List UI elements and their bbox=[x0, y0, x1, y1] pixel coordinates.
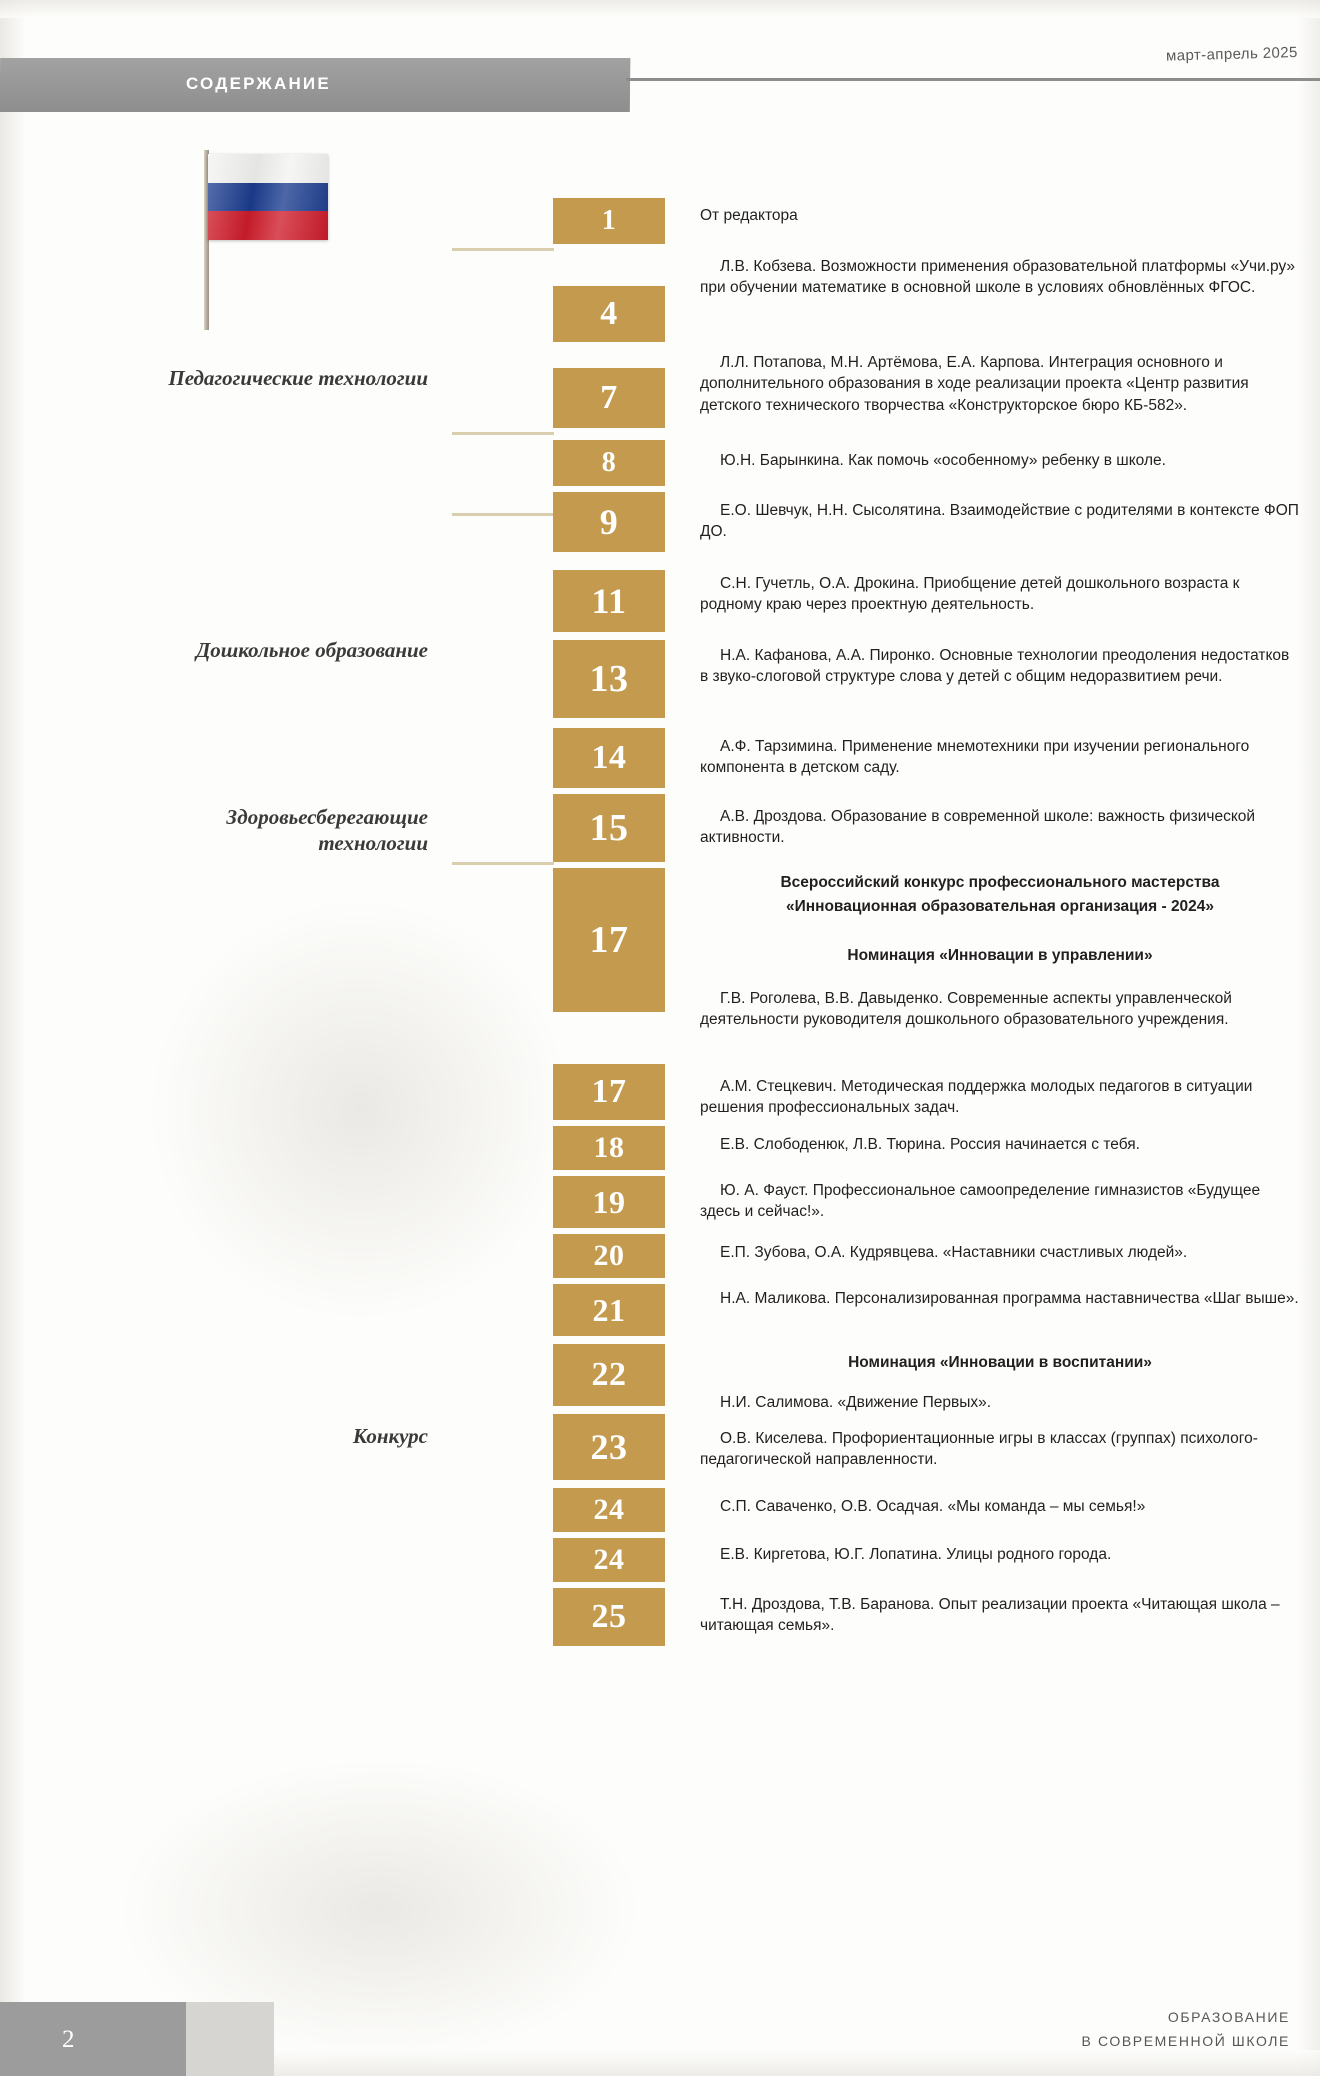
page-number-box: 21 bbox=[553, 1284, 665, 1336]
tick-line bbox=[452, 248, 554, 251]
scan-edge-right bbox=[1298, 0, 1320, 2076]
section-label-contest: Конкурс bbox=[352, 1424, 428, 1448]
contest-heading-line1: Всероссийский конкурс профессионального мастерства bbox=[780, 874, 1220, 891]
toc-entry: Е.В. Киргетова, Ю.Г. Лопатина. Улицы родного города. bbox=[720, 1546, 1112, 1563]
toc-entry: Г.В. Роголева, В.В. Давыденко. Современные аспекты управленческой деятельности руководителя дошкольного образовательного учреждения. bbox=[700, 990, 1232, 1029]
tick-line bbox=[452, 862, 554, 865]
toc-entry: Е.П. Зубова, О.А. Кудрявцева. «Наставники счастливых людей». bbox=[720, 1244, 1188, 1261]
section-label-pedagogical: Педагогические технологии bbox=[168, 366, 428, 390]
page-number-box: 13 bbox=[553, 640, 665, 718]
page-number-box: 15 bbox=[553, 794, 665, 862]
toc-entry: Л.В. Кобзева. Возможности применения образовательной платформы «Учи.ру» при обучении математике в основной школе в условиях обновлённых ФГОС. bbox=[700, 258, 1296, 297]
footer-journal-line2: В СОВРЕМЕННОЙ ШКОЛЕ bbox=[1081, 2033, 1290, 2050]
page-number-box: 11 bbox=[553, 570, 665, 632]
page-number-box: 17 bbox=[553, 1064, 665, 1120]
toc-entry: Е.В. Слободенюк, Л.В. Тюрина. Россия начинается с тебя. bbox=[720, 1136, 1140, 1153]
toc-entry: Н.А. Кафанова, А.А. Пиронко. Основные технологии преодоления недостатков в звуко-слоговой структуре слова у детей с общим недоразвитием речи. bbox=[700, 647, 1290, 686]
toc-entry: С.Н. Гучетль, О.А. Дрокина. Приобщение детей дошкольного возраста к родному краю через проектную деятельность. bbox=[700, 575, 1240, 614]
toc-entry: С.П. Саваченко, О.В. Осадчая. «Мы команда – мы семья!» bbox=[720, 1498, 1146, 1515]
toc-entry: А.М. Стецкевич. Методическая поддержка молодых педагогов в ситуации решения профессиональных задач. bbox=[700, 1078, 1253, 1117]
page-number-box: 8 bbox=[553, 440, 665, 486]
toc-entry: Л.Л. Потапова, М.Н. Артёмова, Е.А. Карпова. Интеграция основного и дополнительного образования в ходе реализации проекта «Центр развития детского технического творчества «Конструкторское бюро КБ-582». bbox=[700, 354, 1249, 414]
issue-date: март-апрель 2025 bbox=[1166, 44, 1299, 65]
toc-entry: Ю.Н. Барынкина. Как помочь «особенному» ребенку в школе. bbox=[720, 452, 1166, 469]
footer-journal-name bbox=[1082, 2006, 1290, 2054]
toc-entry: Т.Н. Дроздова, Т.В. Баранова. Опыт реализации проекта «Читающая школа – читающая семья». bbox=[700, 1596, 1280, 1635]
nomination-heading-upbringing: Номинация «Инновации в воспитании» bbox=[848, 1354, 1152, 1371]
page-number-box: 25 bbox=[553, 1588, 665, 1646]
page-number-box: 22 bbox=[553, 1344, 665, 1406]
page-number-box: 19 bbox=[553, 1176, 665, 1228]
page-number-box: 14 bbox=[553, 728, 665, 788]
page-number-box: 4 bbox=[553, 286, 665, 342]
toc-entry: О.В. Киселева. Профориентационные игры в классах (группах) психолого-педагогической направленности. bbox=[700, 1430, 1258, 1469]
page-title: СОДЕРЖАНИЕ bbox=[186, 74, 331, 93]
toc-entry: От редактора bbox=[700, 207, 798, 224]
scan-edge-top bbox=[0, 0, 1320, 18]
footer-page-number: 2 bbox=[62, 2026, 75, 2053]
toc-entry: Н.И. Салимова. «Движение Первых». bbox=[720, 1394, 992, 1411]
page-number-box: 23 bbox=[553, 1414, 665, 1480]
section-label-preschool: Дошкольное образование bbox=[195, 638, 428, 662]
scan-shadow-blob bbox=[150, 900, 570, 1320]
nomination-heading-management: Номинация «Инновации в управлении» bbox=[847, 947, 1153, 964]
russian-flag-icon bbox=[198, 150, 338, 330]
toc-entry: А.Ф. Тарзимина. Применение мнемотехники при изучении регионального компонента в детском саду. bbox=[700, 738, 1250, 777]
toc-entry: Ю. А. Фауст. Профессиональное самоопределение гимназистов «Будущее здесь и сейчас!». bbox=[700, 1182, 1261, 1221]
page-number-box: 1 bbox=[553, 198, 665, 244]
flag-fold-shading bbox=[208, 154, 328, 240]
page-number-box: 24 bbox=[553, 1488, 665, 1532]
page-number-box: 7 bbox=[553, 368, 665, 428]
page-number-box: 9 bbox=[553, 492, 665, 552]
page-number-box: 18 bbox=[553, 1126, 665, 1170]
header-rule bbox=[626, 78, 1320, 81]
footer-page-block bbox=[0, 2002, 186, 2076]
page-number-box: 17 bbox=[553, 868, 665, 1012]
section-label-health-line1: Здоровьесберегающие bbox=[226, 805, 428, 829]
footer-accent-block bbox=[186, 2002, 274, 2076]
toc-entry: Е.О. Шевчук, Н.Н. Сысолятина. Взаимодействие с родителями в контексте ФОП ДО. bbox=[700, 502, 1299, 541]
contest-heading-line2: «Инновационная образовательная организация - 2024» bbox=[785, 898, 1215, 915]
scan-edge-left bbox=[0, 0, 26, 2076]
footer-journal-line1: ОБРАЗОВАНИЕ bbox=[1167, 2009, 1290, 2026]
page-number-box: 20 bbox=[553, 1234, 665, 1278]
tick-line bbox=[452, 432, 554, 435]
tick-line bbox=[452, 513, 554, 516]
toc-entry: Н.А. Маликова. Персонализированная программа наставничества «Шаг выше». bbox=[720, 1290, 1299, 1307]
toc-entry: А.В. Дроздова. Образование в современной школе: важность физической активности. bbox=[700, 808, 1256, 847]
page-number-box: 24 bbox=[553, 1538, 665, 1582]
section-label-health-line2: технологии bbox=[318, 831, 428, 855]
